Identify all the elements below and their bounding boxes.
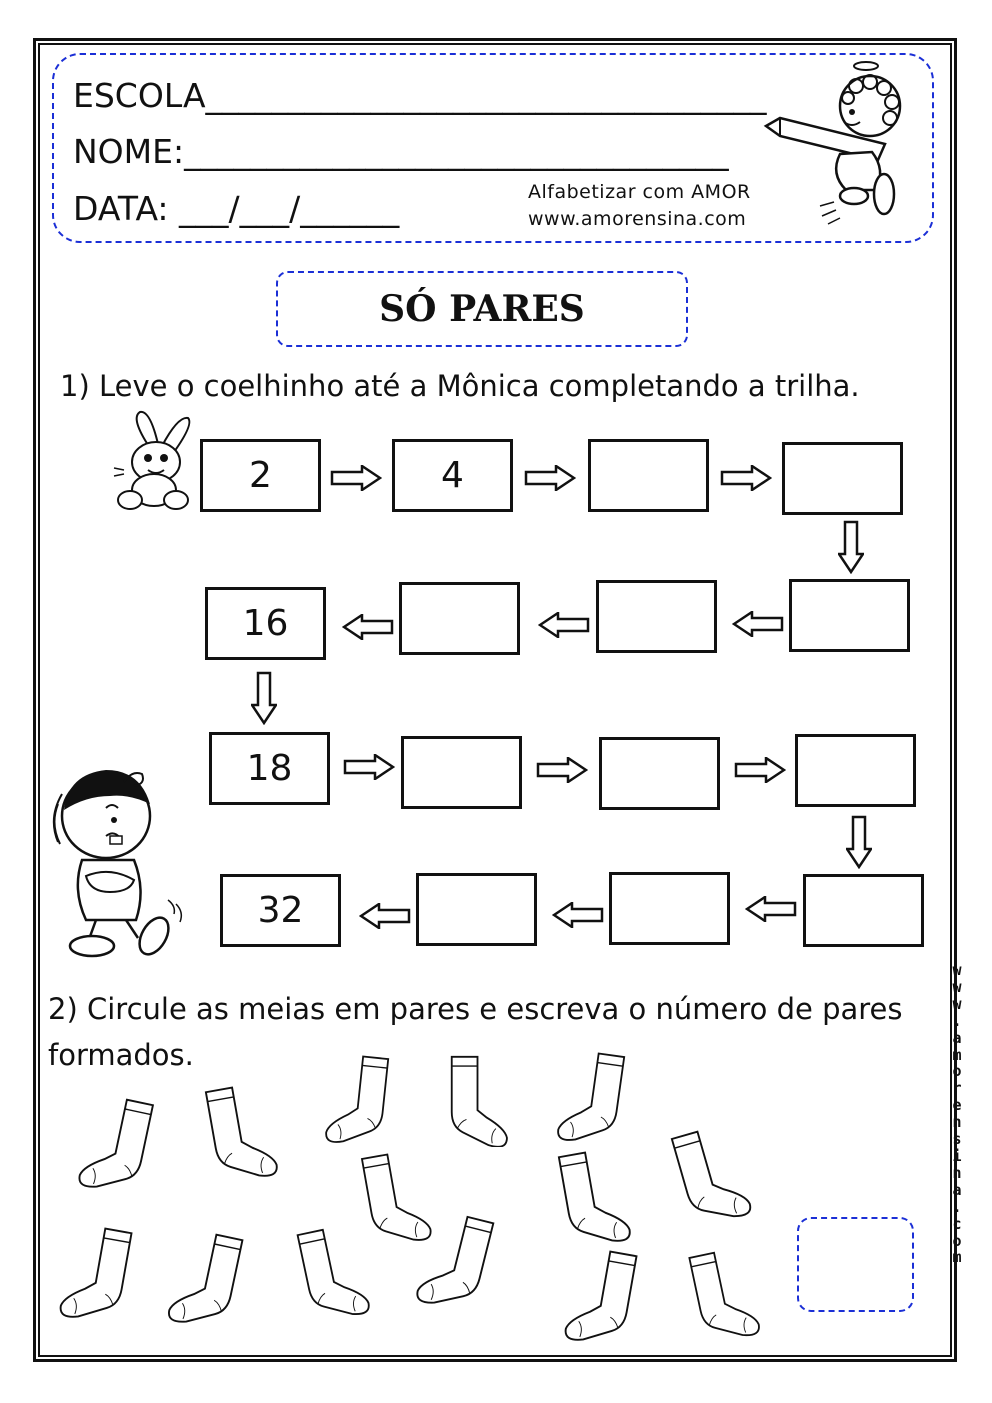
sock-image[interactable] — [435, 1055, 520, 1147]
sock-image[interactable] — [665, 1128, 755, 1223]
trail-box[interactable] — [401, 736, 522, 809]
side-url-char: o — [952, 1231, 962, 1250]
side-url-char: o — [952, 1062, 962, 1081]
arrow-left-icon — [359, 903, 411, 929]
nome-field[interactable]: NOME:_________________________________ — [73, 132, 729, 171]
trail-box[interactable]: 4 — [392, 439, 513, 512]
arrow-right-icon — [536, 757, 588, 783]
trail-box[interactable]: 16 — [205, 587, 326, 660]
side-url-char: e — [952, 1096, 962, 1115]
side-url-char: . — [952, 1011, 962, 1030]
side-url-char: i — [952, 1146, 962, 1165]
answer-box[interactable] — [797, 1217, 914, 1312]
arrow-down-icon — [838, 520, 864, 574]
sock-image[interactable] — [548, 1052, 648, 1144]
trail-box[interactable]: 18 — [209, 732, 330, 805]
arrow-right-icon — [720, 465, 772, 491]
side-url-char: w — [952, 977, 962, 996]
title-box — [276, 271, 688, 347]
sock-image[interactable] — [48, 1227, 158, 1322]
side-url-char: a — [952, 1180, 962, 1199]
sock-image[interactable] — [677, 1250, 769, 1340]
sock-image[interactable] — [543, 1150, 643, 1245]
trail-box[interactable] — [596, 580, 717, 653]
data-field[interactable]: DATA: ___/___/______ — [73, 189, 400, 228]
side-url-char: . — [952, 1197, 962, 1216]
trail-box[interactable] — [803, 874, 924, 947]
trail-box[interactable] — [588, 439, 709, 512]
page-title: SÓ PARES — [379, 288, 585, 330]
trail-box[interactable] — [795, 734, 916, 807]
arrow-left-icon — [732, 611, 784, 637]
escola-field[interactable]: ESCOLA__________________________________ — [73, 76, 767, 115]
brand-tagline: Alfabetizar com AMOR — [528, 181, 751, 203]
side-url-char: m — [952, 1248, 962, 1267]
trail-box[interactable] — [782, 442, 903, 515]
side-url-char: n — [952, 1113, 962, 1132]
trail-box[interactable] — [789, 579, 910, 652]
arrow-left-icon — [745, 896, 797, 922]
arrow-left-icon — [342, 614, 394, 640]
arrow-down-icon — [846, 815, 872, 869]
trail-box[interactable] — [609, 872, 730, 945]
side-url-char: n — [952, 1163, 962, 1182]
arrow-left-icon — [538, 612, 590, 638]
side-url — [947, 962, 967, 1266]
arrow-right-icon — [524, 465, 576, 491]
side-url-char: s — [952, 1130, 962, 1149]
arrow-right-icon — [343, 754, 395, 780]
arrow-right-icon — [330, 465, 382, 491]
bunny-illustration — [110, 408, 196, 512]
sock-image[interactable] — [412, 1215, 512, 1310]
sock-image[interactable] — [160, 1233, 265, 1328]
side-url-char: a — [952, 1028, 962, 1047]
side-url-char: m — [952, 1045, 962, 1064]
trail-box[interactable] — [399, 582, 520, 655]
trail-box[interactable]: 32 — [220, 874, 341, 947]
trail-box[interactable] — [599, 737, 720, 810]
arrow-right-icon — [734, 757, 786, 783]
question-2-text: 2) Circule as meias em pares e escreva o número de pares — [48, 992, 903, 1026]
arrow-down-icon — [251, 671, 277, 725]
question-1-text: 1) Leve o coelhinho até a Mônica completando a trilha. — [60, 369, 860, 403]
sock-image[interactable] — [195, 1085, 285, 1180]
side-url-char: r — [952, 1079, 962, 1098]
side-url-char: c — [952, 1214, 962, 1233]
boy-with-pencil-illustration — [760, 56, 910, 226]
trail-box[interactable]: 2 — [200, 439, 321, 512]
sock-image[interactable] — [68, 1098, 178, 1193]
sock-image[interactable] — [558, 1250, 658, 1345]
sock-image[interactable] — [287, 1227, 377, 1319]
side-url-char: w — [952, 994, 962, 1013]
sock-image[interactable] — [318, 1055, 410, 1145]
arrow-left-icon — [552, 902, 604, 928]
side-url-char: w — [952, 961, 962, 979]
brand-url: www.amorensina.com — [528, 208, 747, 230]
monica-illustration — [48, 764, 193, 960]
question-2-text-continued: formados. — [48, 1038, 194, 1072]
trail-box[interactable] — [416, 873, 537, 946]
